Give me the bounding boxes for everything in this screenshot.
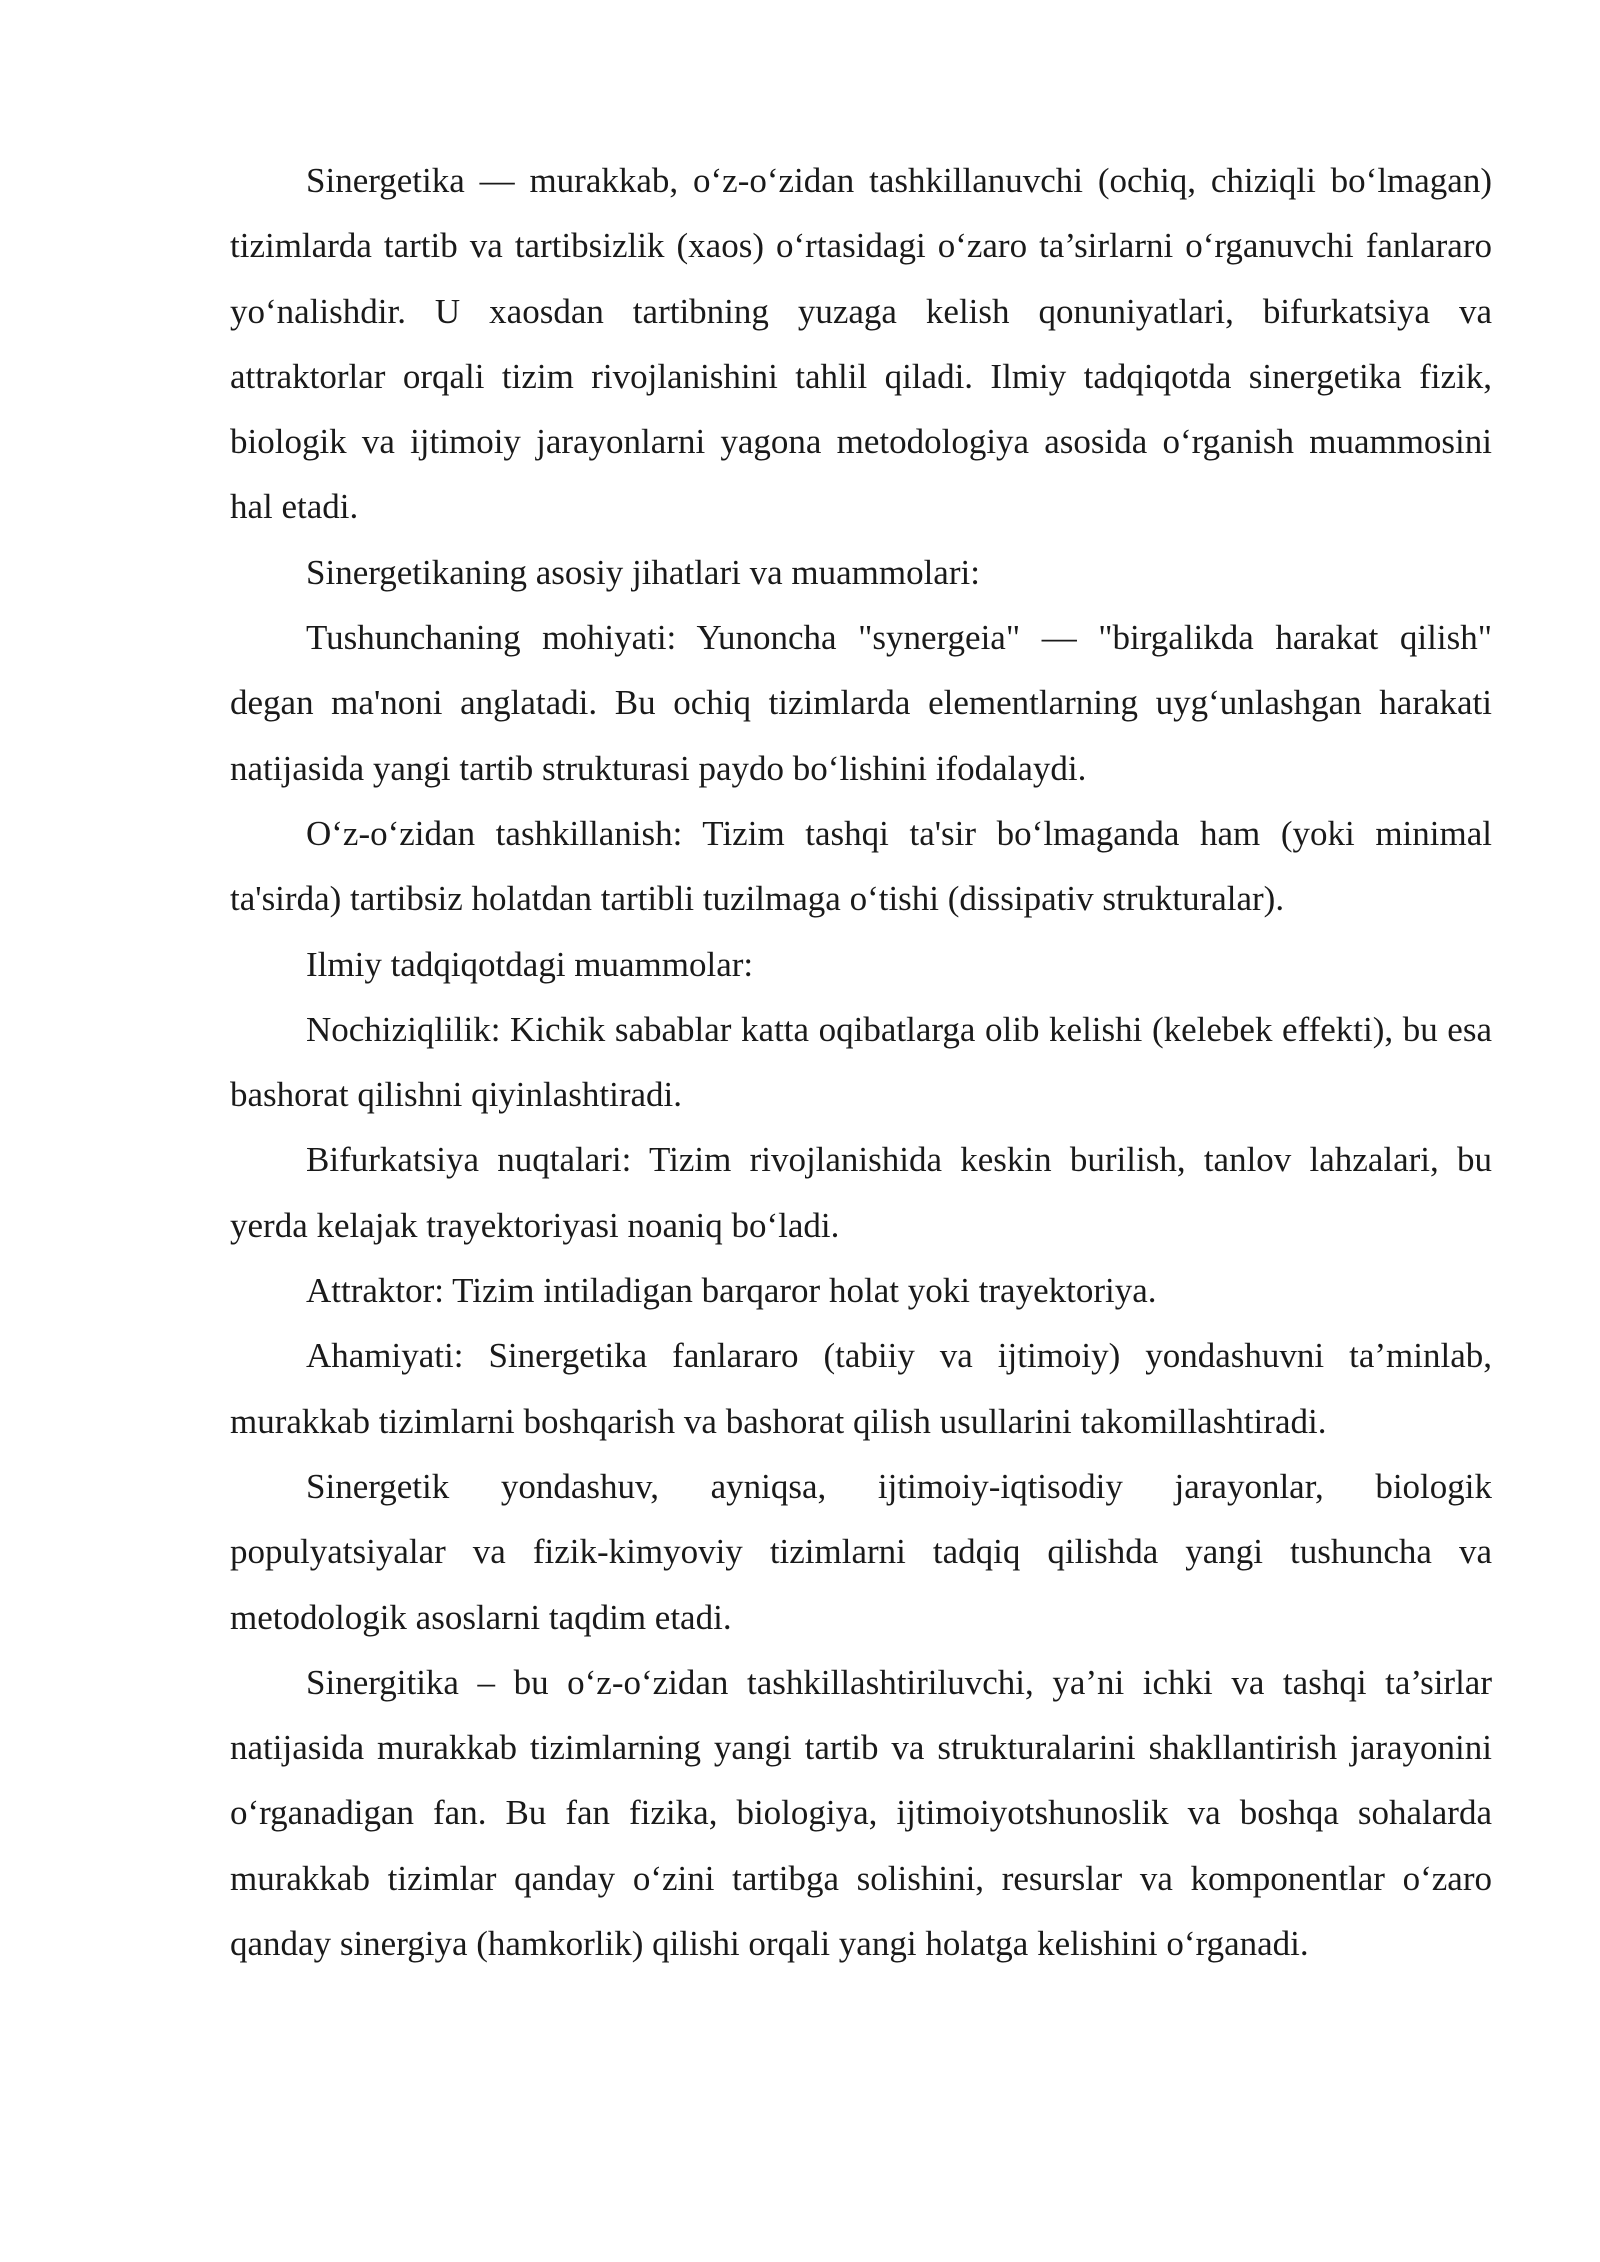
paragraph-synergetic-approach: Sinergetik yondashuv, ayniqsa, ijtimoiy-iqtisodiy jarayonlar, biologik populyatsiyalar va fizik-kimyoviy tizimlarni tadqiq qilishda yangi tushuncha va metodologik asoslarni taqdim etadi. bbox=[230, 1466, 1492, 1637]
paragraph-concept-essence: Tushunchaning mohiyati: Yunoncha "synergeia" — "birgalikda harakat qilish" degan ma'noni anglatadi. Bu ochiq tizimlarda elementlarning uyg‘unlashgan harakati natijasida yangi tartib strukturasi paydo bo‘lishini ifodalaydi. bbox=[230, 618, 1492, 788]
paragraph-aspects-heading: Sinergetikaning asosiy jihatlari va muammolari: bbox=[306, 552, 980, 592]
paragraph-synergetics-summary: Sinergitika – bu o‘z-o‘zidan tashkillashtiriluvchi, ya’ni ichki va tashqi ta’sirlar natijasida murakkab tizimlarning yangi tartib va strukturalarini shakllantirish jarayonini o‘rganadigan fan. Bu fan fizika, biologiya, ijtimoiyotshunoslik va boshqa sohalarda murakkab tizimlar qanday o‘zini tartibga solishini, resurslar va komponentlar o‘zaro qanday sinergiya (hamkorlik) qilishi orqali yangi holatga kelishini o‘rganadi. bbox=[230, 1662, 1492, 1964]
document-page bbox=[230, 148, 1492, 1976]
paragraph-definition: Sinergetika — murakkab, o‘z-o‘zidan tashkillanuvchi (ochiq, chiziqli bo‘lmagan) tizimlarda tartib va tartibsizlik (xaos) o‘rtasidagi o‘zaro ta’sirlarni o‘rganuvchi fanlararo yo‘nalishdir. U xaosdan tartibning yuzaga kelish qonuniyatlari, bifurkatsiya va attraktorlar orqali tizim rivojlanishini tahlil qiladi. Ilmiy tadqiqotda sinergetika fizik, biologik va ijtimoiy jarayonlarni yagona metodologiya asosida o‘rganish muammosini hal etadi. bbox=[230, 161, 1492, 527]
paragraph-bifurcation: Bifurkatsiya nuqtalari: Tizim rivojlanishida keskin burilish, tanlov lahzalari, bu yerda kelajak trayektoriyasi noaniq bo‘ladi. bbox=[230, 1140, 1492, 1245]
paragraph-importance: Ahamiyati: Sinergetika fanlararo (tabiiy va ijtimoiy) yondashuvni ta’minlab, murakkab tizimlarni boshqarish va bashorat qilish usullarini takomillashtiradi. bbox=[230, 1336, 1492, 1441]
paragraph-attractor: Attraktor: Tizim intiladigan barqaror holat yoki trayektoriya. bbox=[306, 1271, 1157, 1311]
paragraph-research-problems-heading: Ilmiy tadqiqotdagi muammolar: bbox=[306, 944, 754, 984]
paragraph-self-organization: O‘z-o‘zidan tashkillanish: Tizim tashqi ta'sir bo‘lmaganda ham (yoki minimal ta'sirda) tartibsiz holatdan tartibli tuzilmaga o‘tishi (dissipativ strukturalar). bbox=[230, 813, 1492, 919]
paragraph-nonlinearity: Nochiziqlilik: Kichik sabablar katta oqibatlarga olib kelishi (kelebek effekti), bu esa bashorat qilishni qiyinlashtiradi. bbox=[230, 1009, 1492, 1115]
